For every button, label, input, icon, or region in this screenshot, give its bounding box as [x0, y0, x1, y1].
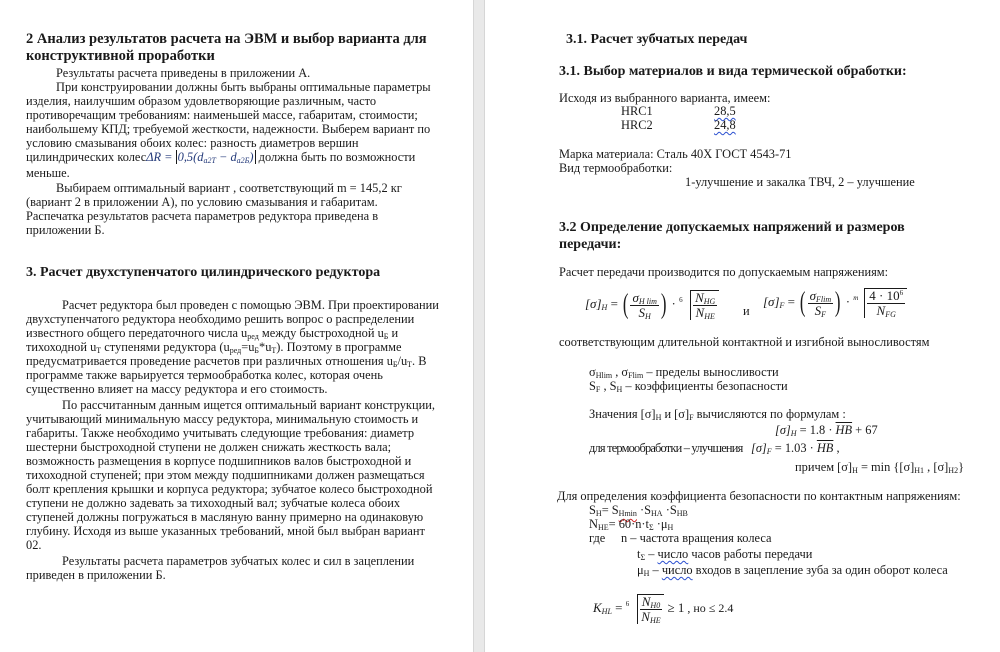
- subscript: H: [667, 523, 674, 532]
- root: [853, 288, 907, 318]
- fraction-numerator: [693, 291, 717, 306]
- paragraph-line: габариты. Также необходимо учитывать следующие требования: диаметр: [26, 426, 415, 440]
- section2-heading-line1: 2 Анализ результатов расчета на ЭВМ и выбор варианта для: [26, 31, 427, 47]
- formula-part: ): [249, 150, 254, 164]
- paragraph-text: между быстроходной u: [258, 326, 384, 340]
- formula-sigma-h: [585, 290, 719, 320]
- section3-heading: 3. Расчет двухступенчатого цилиндрического редуктора: [26, 265, 381, 280]
- text: }: [958, 460, 965, 474]
- where-label: где: [589, 531, 606, 545]
- root: [626, 594, 664, 624]
- text: = min {[σ]: [857, 460, 915, 474]
- root-sign-icon: [856, 288, 865, 318]
- formula-part: ,: [833, 441, 840, 455]
- document-page-left: [0, 0, 473, 652]
- paragraph-text: ступенями редуктора (u: [101, 340, 230, 354]
- text: Значения [σ]: [589, 407, 656, 421]
- formula-sub: Flim: [816, 294, 832, 304]
- subscript: Т: [96, 346, 102, 355]
- endurance-limits-line: [589, 365, 779, 379]
- formula-sigma-f-hb: [751, 441, 840, 455]
- section31-subheading: 3.1. Выбор материалов и вида термической обработки:: [559, 64, 907, 79]
- root-body: [865, 288, 907, 318]
- paragraph-text: /u: [397, 354, 408, 368]
- text: = 60·n·t: [608, 517, 649, 531]
- paragraph-line: учитывающий минимальную массу редуктора, минимальную стоимость и: [26, 412, 419, 426]
- paragraph-line: ступеней должны погружаться в масляную ванну примерно на одинаковую: [26, 510, 424, 524]
- paragraph-text: ). Поэтому в программе: [276, 340, 402, 354]
- paragraph-text: и: [388, 326, 399, 340]
- formula-part: N: [695, 290, 704, 305]
- formula-part: N: [641, 594, 651, 609]
- paragraph-line: наибольшему КПД; требуемой жесткости, надежности. Выберем вариант по: [26, 122, 431, 136]
- formula-sigma-h-hb: [775, 423, 878, 437]
- heat-treatment-label: Вид термообработки:: [559, 161, 673, 175]
- fraction-denominator: [808, 304, 834, 318]
- formula-part: σ: [632, 289, 639, 305]
- formula-sub: H: [601, 302, 608, 312]
- subscript: Б: [383, 332, 389, 341]
- formula-part: S: [638, 304, 646, 320]
- symbol: n: [621, 531, 628, 545]
- fraction-denominator: [867, 304, 905, 318]
- formula-sigma-f: [763, 288, 907, 318]
- paragraph-text: . В: [412, 354, 427, 368]
- paragraph-text: известного общего передаточного числа u: [26, 326, 248, 340]
- root-index: 6: [679, 296, 683, 304]
- formula-sub: HE: [649, 616, 661, 625]
- formula-part: ≥ 1: [664, 599, 685, 615]
- text: , [σ]: [924, 460, 949, 474]
- symbol: μ: [637, 563, 644, 577]
- paragraph-line: двухступенчатого редуктора необходимо решить вопрос о распределении: [26, 312, 415, 326]
- text: ·S: [662, 503, 677, 517]
- formula-sub: HL: [601, 606, 612, 616]
- subscript: HA: [651, 509, 663, 518]
- text: вычисляются по формулам :: [693, 407, 846, 421]
- symbol: , σ: [612, 365, 629, 379]
- formula-part: N: [695, 305, 705, 320]
- formula-part: [σ]: [751, 441, 767, 455]
- fraction-denominator: [640, 610, 662, 624]
- spellcheck-word: число: [661, 563, 693, 577]
- paragraph-line: Результаты расчета параметров зубчатых колес и сил в зацеплении: [62, 554, 415, 568]
- heat-treatment-value: 1-улучшение и закалка ТВЧ, 2 – улучшение: [685, 175, 915, 189]
- section32-heading-line2: передачи:: [559, 237, 622, 252]
- subscript: H2: [948, 466, 959, 475]
- section2-heading-line2: конструктивной проработки: [26, 48, 215, 64]
- min-condition-line: [795, 460, 964, 474]
- formula-abs: [176, 150, 254, 164]
- nhe-formula-line: [589, 517, 673, 531]
- formula-part: =: [784, 293, 799, 309]
- paren-close: ): [660, 289, 667, 320]
- root: [679, 290, 719, 320]
- subscript: H: [595, 509, 602, 518]
- variant-intro: Исходя из выбранного варианта, имеем:: [559, 91, 771, 105]
- subscript: H: [655, 413, 662, 422]
- description: часов работы передачи: [688, 547, 813, 561]
- formula-part: , но ≤ 2.4: [684, 600, 734, 615]
- formula-sub: H0: [650, 601, 661, 610]
- formula-sub: H: [645, 311, 651, 321]
- description: –: [645, 547, 658, 561]
- paragraph-line: шестерни быстроходной ступени не должен снижать жесткость вала;: [26, 440, 392, 454]
- text: и [σ]: [661, 407, 690, 421]
- paragraph-line: 02.: [26, 538, 42, 552]
- subscript: H: [643, 569, 650, 578]
- definition-t: [637, 547, 812, 561]
- endurance-text: соответствующим длительной контактной и изгибной выносливостям: [559, 335, 930, 349]
- heat-treatment-improvement-label: для термообработки – улучшения: [589, 441, 743, 455]
- formula-sub: HE: [704, 312, 715, 321]
- formula-sub: FG: [885, 310, 896, 319]
- formula-part: N: [641, 609, 650, 624]
- formula-part: − d: [215, 150, 237, 164]
- formula-khl: [593, 594, 733, 624]
- paragraph-line: условию смазывания обоих колес: разность диаметров вершин: [26, 136, 359, 150]
- fraction-numerator: [640, 595, 662, 610]
- definition-n: [621, 531, 771, 545]
- hrc1-value: 28,5: [714, 104, 736, 118]
- subscript: F: [595, 385, 601, 394]
- paragraph-line-with-subscripts: [26, 326, 398, 340]
- calc-intro: Расчет передачи производится по допускаемым напряжениям:: [559, 265, 889, 279]
- paragraph-line-with-subscripts: [26, 354, 427, 368]
- fraction-denominator: [630, 306, 658, 320]
- subscript: ред: [229, 346, 242, 355]
- formula-sub: H lim: [638, 296, 657, 306]
- hrc1-label: HRC1: [621, 104, 653, 118]
- formula-part: [σ]: [775, 423, 791, 437]
- subscript: F: [689, 413, 694, 422]
- formula-sub: F: [821, 309, 827, 319]
- formula-sub: a2T: [203, 156, 216, 165]
- paragraph-line: приложении Б.: [26, 223, 105, 237]
- paragraph-line: болт крепления крышки и корпуса редуктора; зубчатое колесо быстроходной: [26, 482, 433, 496]
- subscript: Hmin: [618, 509, 637, 518]
- subscript: Σ: [649, 523, 654, 532]
- paragraph-text: должна быть по возможности: [258, 150, 416, 164]
- paragraph-line: программе также варьируется термообработка колес, которая очень: [26, 368, 383, 382]
- formula-part: = 1.03 ·: [771, 441, 817, 455]
- formula-part: + 67: [852, 423, 878, 437]
- root-index: m: [853, 294, 859, 302]
- page-gutter: [473, 0, 485, 652]
- paragraph-line: приведен в приложении Б.: [26, 568, 166, 582]
- root-body: [691, 290, 719, 320]
- fraction-numerator: [867, 289, 905, 304]
- values-line: [589, 407, 846, 421]
- paragraph-line: Расчет редуктора был проведен с помощью ЭВМ. При проектировании: [62, 298, 439, 312]
- root-index: 6: [625, 600, 630, 608]
- subscript: Hlim: [595, 371, 613, 380]
- document-page-right: [485, 0, 1000, 652]
- formula-part: N: [876, 303, 886, 318]
- formula-part: $\overline{HB}$: [835, 423, 853, 437]
- subscript: Б: [392, 360, 398, 369]
- paragraph-text: *u: [259, 340, 272, 354]
- formula-part: = 1.8 ·: [796, 423, 836, 437]
- subscript: H: [852, 466, 858, 475]
- subscript: HB: [676, 509, 688, 518]
- definition-mu: [637, 563, 948, 577]
- formula-part: ΔR =: [146, 150, 176, 164]
- paragraph-line: Результаты расчета приведены в приложении А.: [56, 66, 311, 80]
- paragraph-text: =u: [241, 340, 255, 354]
- formula-part: K: [593, 599, 602, 615]
- paragraph-line: ступени не должно задевать за тихоходный вал; зубчатые колеса обоих: [26, 496, 401, 510]
- root-sign-icon: [682, 290, 691, 320]
- subscript: Б: [254, 346, 259, 355]
- hrc2-label: HRC2: [621, 118, 653, 132]
- formula-sub: F: [779, 300, 785, 310]
- sh-formula-line: [589, 503, 688, 517]
- formula-part: =: [611, 599, 626, 615]
- subscript: Σ: [640, 553, 646, 562]
- text: ·μ: [653, 517, 668, 531]
- formula-part: S: [814, 302, 822, 318]
- material-grade: Марка материала: Сталь 40Х ГОСТ 4543-71: [559, 147, 792, 161]
- subscript: ред: [247, 332, 259, 341]
- formula-sub: H: [790, 429, 797, 438]
- fraction: [808, 289, 834, 318]
- paragraph-line: существенно влияет на массу редуктора и его стоимость.: [26, 382, 328, 396]
- paragraph-line: возможность размещения в корпусе подшипников валов быстроходной и: [26, 454, 412, 468]
- paragraph-line: глубину. Исходя из выше указанных требований, мной был выбран вариант: [26, 524, 425, 538]
- paragraph-line: меньше.: [26, 166, 70, 180]
- formula-part: ·: [668, 295, 680, 311]
- subscript: H: [616, 385, 623, 394]
- paren-open: (: [623, 289, 629, 320]
- description: – частота вращения колеса: [627, 531, 772, 545]
- paren-open: (: [800, 287, 806, 318]
- description: – коэффициенты безопасности: [622, 379, 788, 393]
- paragraph-text: цилиндрических колес: [26, 150, 147, 164]
- fraction: [640, 595, 662, 624]
- spellcheck-word: число: [657, 547, 689, 561]
- paragraph-line-with-formula: [26, 150, 415, 164]
- paragraph-line: противоречащим требованиям: наименьшей массе, габаритам, стоимости;: [26, 108, 418, 122]
- root-sign-icon: [629, 594, 638, 624]
- symbol: σ: [589, 365, 596, 379]
- fraction-numerator: [808, 289, 834, 304]
- paragraph-line: тихоходной ступеней; при этом между подшипниками должен размещаться: [26, 468, 425, 482]
- formula-part: 4 · 10: [869, 288, 900, 303]
- fraction: [867, 289, 905, 318]
- formula-part: 0,5(d: [177, 150, 204, 164]
- symbol: t: [637, 547, 641, 561]
- formula-part: σ: [809, 287, 817, 303]
- safety-factors-line: [589, 379, 788, 393]
- section32-heading-line1: 3.2 Определение допускаемых напряжений и размеров: [559, 220, 905, 235]
- delta-r-formula: [146, 150, 255, 164]
- subscript: Т: [407, 360, 413, 369]
- safety-intro: Для определения коэффициента безопасности по контактным напряжениям:: [557, 489, 961, 503]
- formula-part: [σ]: [585, 295, 602, 311]
- section31-heading: 3.1. Расчет зубчатых передач: [566, 32, 748, 47]
- subscript: Т: [271, 346, 277, 355]
- symbol: N: [589, 517, 598, 531]
- subscript: Flim: [628, 371, 644, 380]
- paragraph-text: тихоходной u: [26, 340, 97, 354]
- paragraph-line: Выбираем оптимальный вариант , соответствующий m = 145,2 кг: [56, 181, 402, 195]
- paragraph-line: По рассчитанным данным ищется оптимальный вариант конструкции,: [62, 398, 435, 412]
- formula-part: ·: [842, 293, 854, 309]
- text: = S: [601, 503, 619, 517]
- and-word: и: [743, 304, 750, 318]
- text: ·S: [636, 503, 652, 517]
- paragraph-line: При конструировании должны быть выбраны оптимальные параметры: [56, 80, 431, 94]
- root-body: [638, 594, 664, 624]
- formula-sub: F: [766, 447, 772, 456]
- symbol: , S: [600, 379, 617, 393]
- symbol: S: [589, 379, 596, 393]
- paragraph-text: предусматривается проведение расчетов при различных отношения u: [26, 354, 393, 368]
- fraction-numerator: [630, 291, 658, 306]
- formula-part: [σ]: [763, 293, 780, 309]
- paragraph-line: изделия, наилучшим образом удовлетворяющие различным, часто: [26, 94, 377, 108]
- fraction: [630, 291, 658, 320]
- formula-part: =: [607, 295, 622, 311]
- subscript: HE: [597, 523, 609, 532]
- paragraph-line: (вариант 2 в приложении А), по условию смазывания и габаритам.: [26, 195, 378, 209]
- paragraph-line-with-subscripts: [26, 340, 402, 354]
- paren-close: ): [834, 287, 841, 318]
- symbol: S: [589, 503, 596, 517]
- formula-part: $\overline{HB}$: [816, 441, 834, 455]
- formula-sub: HG: [703, 297, 716, 306]
- paragraph-line: Распечатка результатов расчета параметров редуктора приведена в: [26, 209, 379, 223]
- formula-sub: a2Б: [236, 156, 250, 165]
- description: –: [649, 563, 662, 577]
- formula-sup: 6: [899, 289, 904, 297]
- text: причем [σ]: [795, 460, 853, 474]
- description: – пределы выносливости: [643, 365, 779, 379]
- hrc2-value: 24,8: [714, 118, 736, 132]
- subscript: H1: [914, 466, 925, 475]
- fraction-denominator: [693, 306, 717, 320]
- fraction: [693, 291, 717, 320]
- description: входов в зацепление зуба за один оборот колеса: [692, 563, 948, 577]
